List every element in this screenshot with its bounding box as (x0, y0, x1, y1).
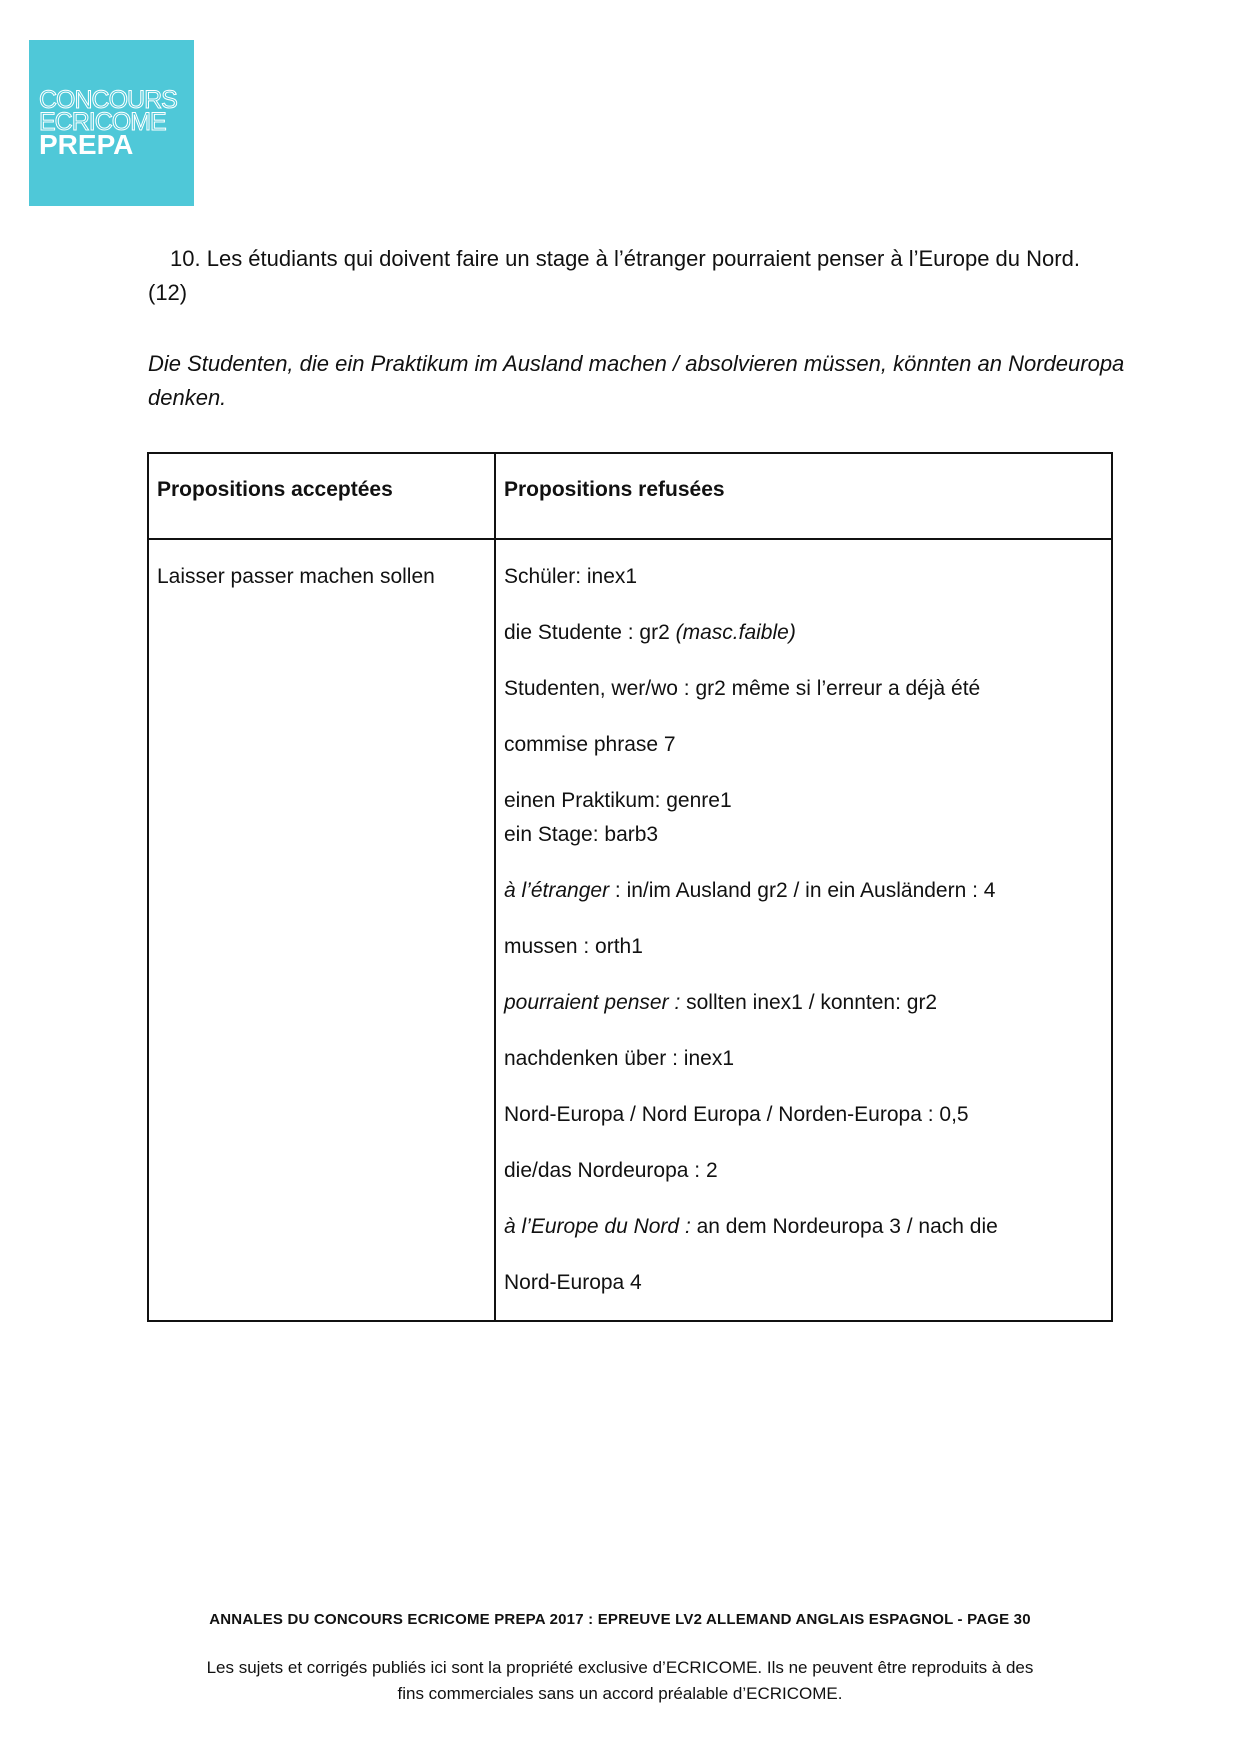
table-row (148, 539, 1112, 1321)
question-10 (148, 242, 1148, 310)
refused-item: Nord-Europa 4 (504, 1271, 642, 1294)
refused-cell (495, 539, 1112, 1321)
refused-item: mussen : orth1 (504, 935, 643, 958)
logo-line-prepa: PREPA (39, 129, 134, 160)
refused-item (504, 986, 1103, 1020)
footer-title: ANNALES DU CONCOURS ECRICOME PREPA 2017 : EPREUVE LV2 ALLEMAND ANGLAIS ESPAGNOL - PAGE 30 (209, 1611, 1031, 1628)
refused-item: Nord-Europa / Nord Europa / Norden-Europa : 0,5 (504, 1103, 969, 1126)
footer-note (0, 1655, 1240, 1707)
question-points: (12) (148, 280, 188, 305)
table-header-row (148, 453, 1112, 539)
correction-table (147, 452, 1113, 1322)
accepted-cell (148, 539, 495, 1321)
refused-item-text: an dem Nordeuropa 3 / nach die (690, 1215, 998, 1238)
question-number: 10. (170, 246, 201, 271)
refused-item: commise phrase 7 (504, 733, 676, 756)
footer-note-line: Les sujets et corrigés publiés ici sont la propriété exclusive d’ECRICOME. Ils ne peuvent être reproduits à des (206, 1658, 1034, 1677)
refused-item-text: die Studente : gr2 (504, 621, 676, 644)
refused-item-italic: à l’étranger (504, 879, 610, 902)
accepted-item: Laisser passer machen sollen (157, 565, 435, 588)
ecricome-logo (29, 40, 194, 206)
refused-item: Studenten, wer/wo : gr2 même si l’erreur a déjà été (504, 677, 981, 700)
logo-line-ecricome: ECRICOME (39, 108, 166, 136)
refused-item: einen Praktikum: genre1 (504, 789, 732, 812)
refused-item-italic: pourraient penser : (504, 991, 681, 1014)
refused-item (504, 874, 1103, 908)
refused-item: nachdenken über : inex1 (504, 1047, 735, 1070)
logo-line-concours: CONCOURS (39, 86, 177, 114)
refused-item (504, 616, 1103, 650)
refused-item-italic: (masc.faible) (675, 621, 796, 644)
refused-item: ein Stage: barb3 (504, 823, 659, 846)
header-accepted: Propositions acceptées (148, 453, 495, 539)
footer-note-line: fins commerciales sans un accord préalable d’ECRICOME. (397, 1684, 843, 1703)
refused-item-italic: à l’Europe du Nord : (504, 1215, 691, 1238)
refused-item: die/das Nordeuropa : 2 (504, 1159, 718, 1182)
refused-item-text: : in/im Ausland gr2 / in ein Ausländern : 4 (609, 879, 996, 902)
model-translation: Die Studenten, die ein Praktikum im Ausland machen / absolvieren müssen, könnten an Nordeuropa denken. (148, 351, 1125, 410)
refused-item (504, 1210, 1103, 1244)
header-refused: Propositions refusées (495, 453, 1112, 539)
refused-item: Schüler: inex1 (504, 565, 638, 588)
question-text: Les étudiants qui doivent faire un stage à l’étranger pourraient penser à l’Europe du Nord. (206, 246, 1080, 271)
refused-item-text: sollten inex1 / konnten: gr2 (680, 991, 938, 1014)
